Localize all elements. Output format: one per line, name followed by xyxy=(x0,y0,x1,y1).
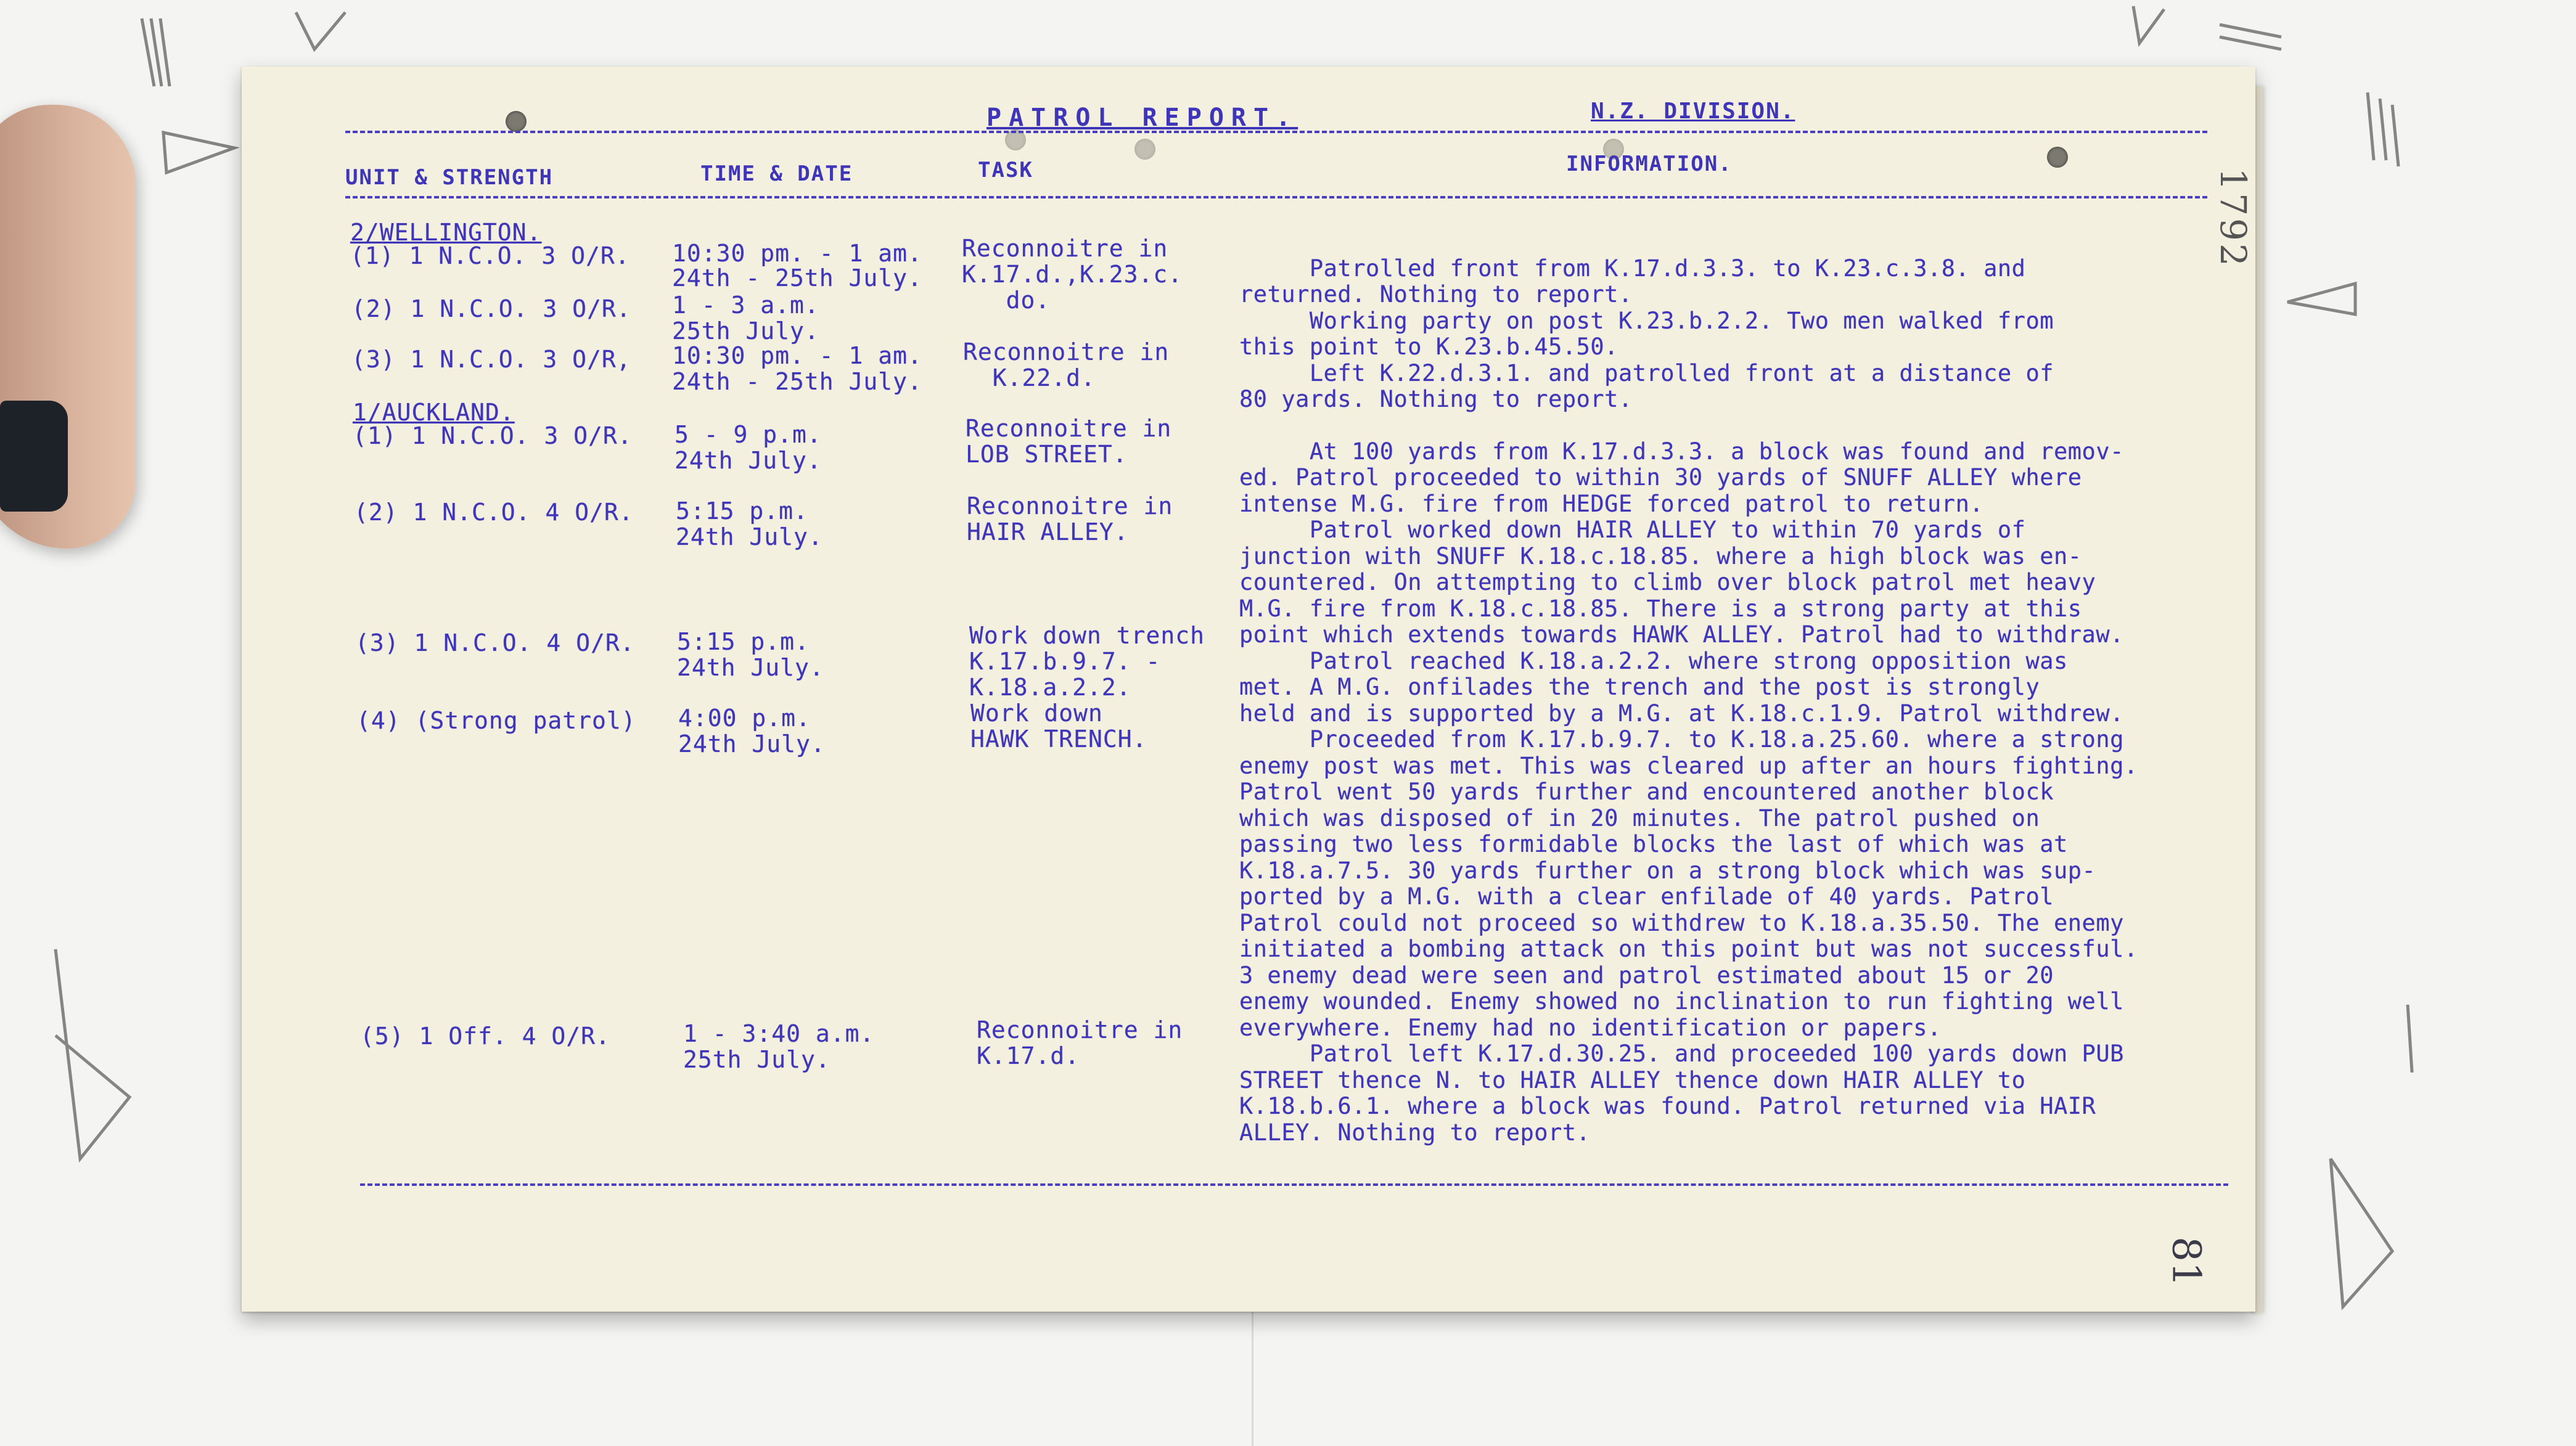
punch-hole xyxy=(2047,147,2068,168)
dark-object xyxy=(0,401,68,512)
time-cell: 10:30 pm. - 1 am. xyxy=(672,342,922,369)
task-cell: Reconnoitre in xyxy=(967,492,1173,520)
header-time: TIME & DATE xyxy=(700,161,853,186)
time-cell: 1 - 3:40 a.m. xyxy=(683,1020,875,1047)
info-line: ed. Patrol proceeded to within 30 yards of SNUFF ALLEY where xyxy=(1239,464,2082,491)
division-label: N.Z. DIVISION. xyxy=(1591,99,1795,124)
info-line: point which extends towards HAWK ALLEY. Patrol had to withdraw. xyxy=(1239,621,2124,648)
punch-hole xyxy=(1134,139,1155,160)
task-cell: Reconnoitre in xyxy=(966,415,1172,442)
info-line: which was disposed of in 20 minutes. The patrol pushed on xyxy=(1239,804,2040,831)
task-cell: K.17.b.9.7. - xyxy=(969,648,1161,675)
info-line: Patrol worked down HAIR ALLEY to within 70 yards of xyxy=(1239,517,2026,543)
group-name: 2/WELLINGTON. xyxy=(350,219,542,246)
punch-hole xyxy=(506,111,527,132)
unit-cell: (1) 1 N.C.O. 3 O/R. xyxy=(353,422,633,449)
task-cell: K.17.d.,K.23.c. xyxy=(962,261,1183,288)
info-line: returned. Nothing to report. xyxy=(1239,281,1633,308)
info-line: Patrol reached K.18.a.2.2. where strong opposition was xyxy=(1239,647,2068,674)
header-info: INFORMATION. xyxy=(1566,152,1733,176)
information-text xyxy=(1239,229,2238,1172)
task-cell: HAWK TRENCH. xyxy=(970,725,1147,753)
info-line: this point to K.23.b.45.50. xyxy=(1239,333,1618,360)
task-cell: LOB STREET. xyxy=(966,441,1128,468)
task-cell: K.17.d. xyxy=(977,1042,1080,1069)
info-line: Proceeded from K.17.b.9.7. to K.18.a.25.60. where a strong xyxy=(1239,726,2124,753)
info-line: intense M.G. fire from HEDGE forced patrol to return. xyxy=(1239,490,1984,517)
info-line: Working party on post K.23.b.2.2. Two men walked from xyxy=(1239,307,2054,334)
time-cell: 25th July. xyxy=(683,1046,831,1073)
info-line: K.18.b.6.1. where a block was found. Patrol returned via HAIR xyxy=(1239,1093,2096,1119)
info-line: K.18.a.7.5. 30 yards further on a strong block which was sup- xyxy=(1239,857,2096,884)
unit-cell: (2) 1 N.C.O. 4 O/R. xyxy=(354,499,634,526)
time-cell: 5 - 9 p.m. xyxy=(675,421,822,448)
info-line: ALLEY. Nothing to report. xyxy=(1239,1119,1591,1146)
time-cell: 24th July. xyxy=(678,730,826,758)
unit-cell: (2) 1 N.C.O. 3 O/R. xyxy=(351,295,631,322)
time-cell: 24th July. xyxy=(676,523,823,550)
info-line: countered. On attempting to climb over block patrol met heavy xyxy=(1239,569,2096,595)
time-cell: 24th - 25th July. xyxy=(672,368,922,395)
header-task: TASK xyxy=(978,158,1033,182)
page-number: 81 xyxy=(2163,1236,2209,1287)
task-cell: Reconnoitre in xyxy=(977,1016,1183,1044)
time-cell: 24th July. xyxy=(675,447,822,474)
time-cell: 1 - 3 a.m. xyxy=(672,292,819,319)
info-line: enemy post was met. This was cleared up after an hours fighting. xyxy=(1239,752,2138,779)
info-line: junction with SNUFF K.18.c.18.85. where a high block was en- xyxy=(1239,542,2082,570)
info-line: Patrol could not proceed so withdrew to K.18.a.35.50. The enemy xyxy=(1239,909,2124,936)
task-cell: Reconnoitre in xyxy=(962,235,1168,262)
info-line: held and is supported by a M.G. at K.18.c.1.9. Patrol withdrew. xyxy=(1239,700,2124,727)
task-cell: Work down trench xyxy=(969,622,1205,649)
time-cell: 25th July. xyxy=(672,317,819,345)
header-rule xyxy=(345,196,2207,198)
bottom-rule xyxy=(360,1183,2228,1186)
task-cell: Work down xyxy=(970,700,1103,727)
info-line: Left K.22.d.3.1. and patrolled front at a distance of xyxy=(1239,359,2054,386)
time-cell: 24th - 25th July. xyxy=(672,264,922,292)
header-unit: UNIT & STRENGTH xyxy=(345,165,554,190)
time-cell: 5:15 p.m. xyxy=(677,628,810,655)
time-cell: 4:00 p.m. xyxy=(678,705,811,732)
unit-cell: (1) 1 N.C.O. 3 O/R. xyxy=(350,242,630,269)
info-line: passing two less formidable blocks the last of which was at xyxy=(1239,831,2068,857)
task-cell: K.18.a.2.2. xyxy=(969,674,1131,701)
unit-cell: (5) 1 Off. 4 O/R. xyxy=(360,1023,610,1050)
info-line: met. A M.G. onfilades the trench and the post is strongly xyxy=(1239,674,2040,700)
task-cell: K.22.d. xyxy=(963,364,1096,391)
group-name: 1/AUCKLAND. xyxy=(353,399,515,426)
info-line: 80 yards. Nothing to report. xyxy=(1239,386,1633,412)
title-rule xyxy=(345,131,2207,133)
page-title: PATROL REPORT. xyxy=(987,104,1298,132)
info-line: M.G. fire from K.18.c.18.85. There is a strong party at this xyxy=(1239,595,2082,622)
info-line: Patrolled front from K.17.d.3.3. to K.23.c.3.8. and xyxy=(1239,255,2026,282)
time-cell: 24th July. xyxy=(677,654,824,681)
unit-cell: (3) 1 N.C.O. 3 O/R, xyxy=(351,346,631,373)
info-line xyxy=(1239,413,2238,439)
unit-cell: (3) 1 N.C.O. 4 O/R. xyxy=(355,629,635,656)
time-cell: 10:30 pm. - 1 am. xyxy=(672,240,922,267)
info-line: initiated a bombing attack on this point but was not successful. xyxy=(1239,936,2138,962)
info-line: enemy wounded. Enemy showed no inclination to run fighting well xyxy=(1239,988,2124,1015)
info-line: 3 enemy dead were seen and patrol estimated about 15 or 20 xyxy=(1239,962,2054,989)
task-cell: Reconnoitre in xyxy=(963,338,1170,366)
info-line: Patrol left K.17.d.30.25. and proceeded 100 yards down PUB xyxy=(1239,1040,2124,1067)
unit-cell: (4) (Strong patrol) xyxy=(356,707,636,734)
task-cell: HAIR ALLEY. xyxy=(967,518,1129,545)
info-line: everywhere. Enemy had no identification or papers. xyxy=(1239,1014,1942,1041)
time-cell: 5:15 p.m. xyxy=(676,497,808,525)
info-line: Patrol went 50 yards further and encountered another block xyxy=(1239,778,2054,805)
info-line: ported by a M.G. with a clear enfilade of 40 yards. Patrol xyxy=(1239,883,2054,910)
info-line: STREET thence N. to HAIR ALLEY thence down HAIR ALLEY to xyxy=(1239,1066,2026,1093)
info-line: At 100 yards from K.17.d.3.3. a block was found and remov- xyxy=(1239,438,2124,465)
stamp-number: 1792 xyxy=(2212,168,2254,269)
task-cell: do. xyxy=(962,287,1051,314)
